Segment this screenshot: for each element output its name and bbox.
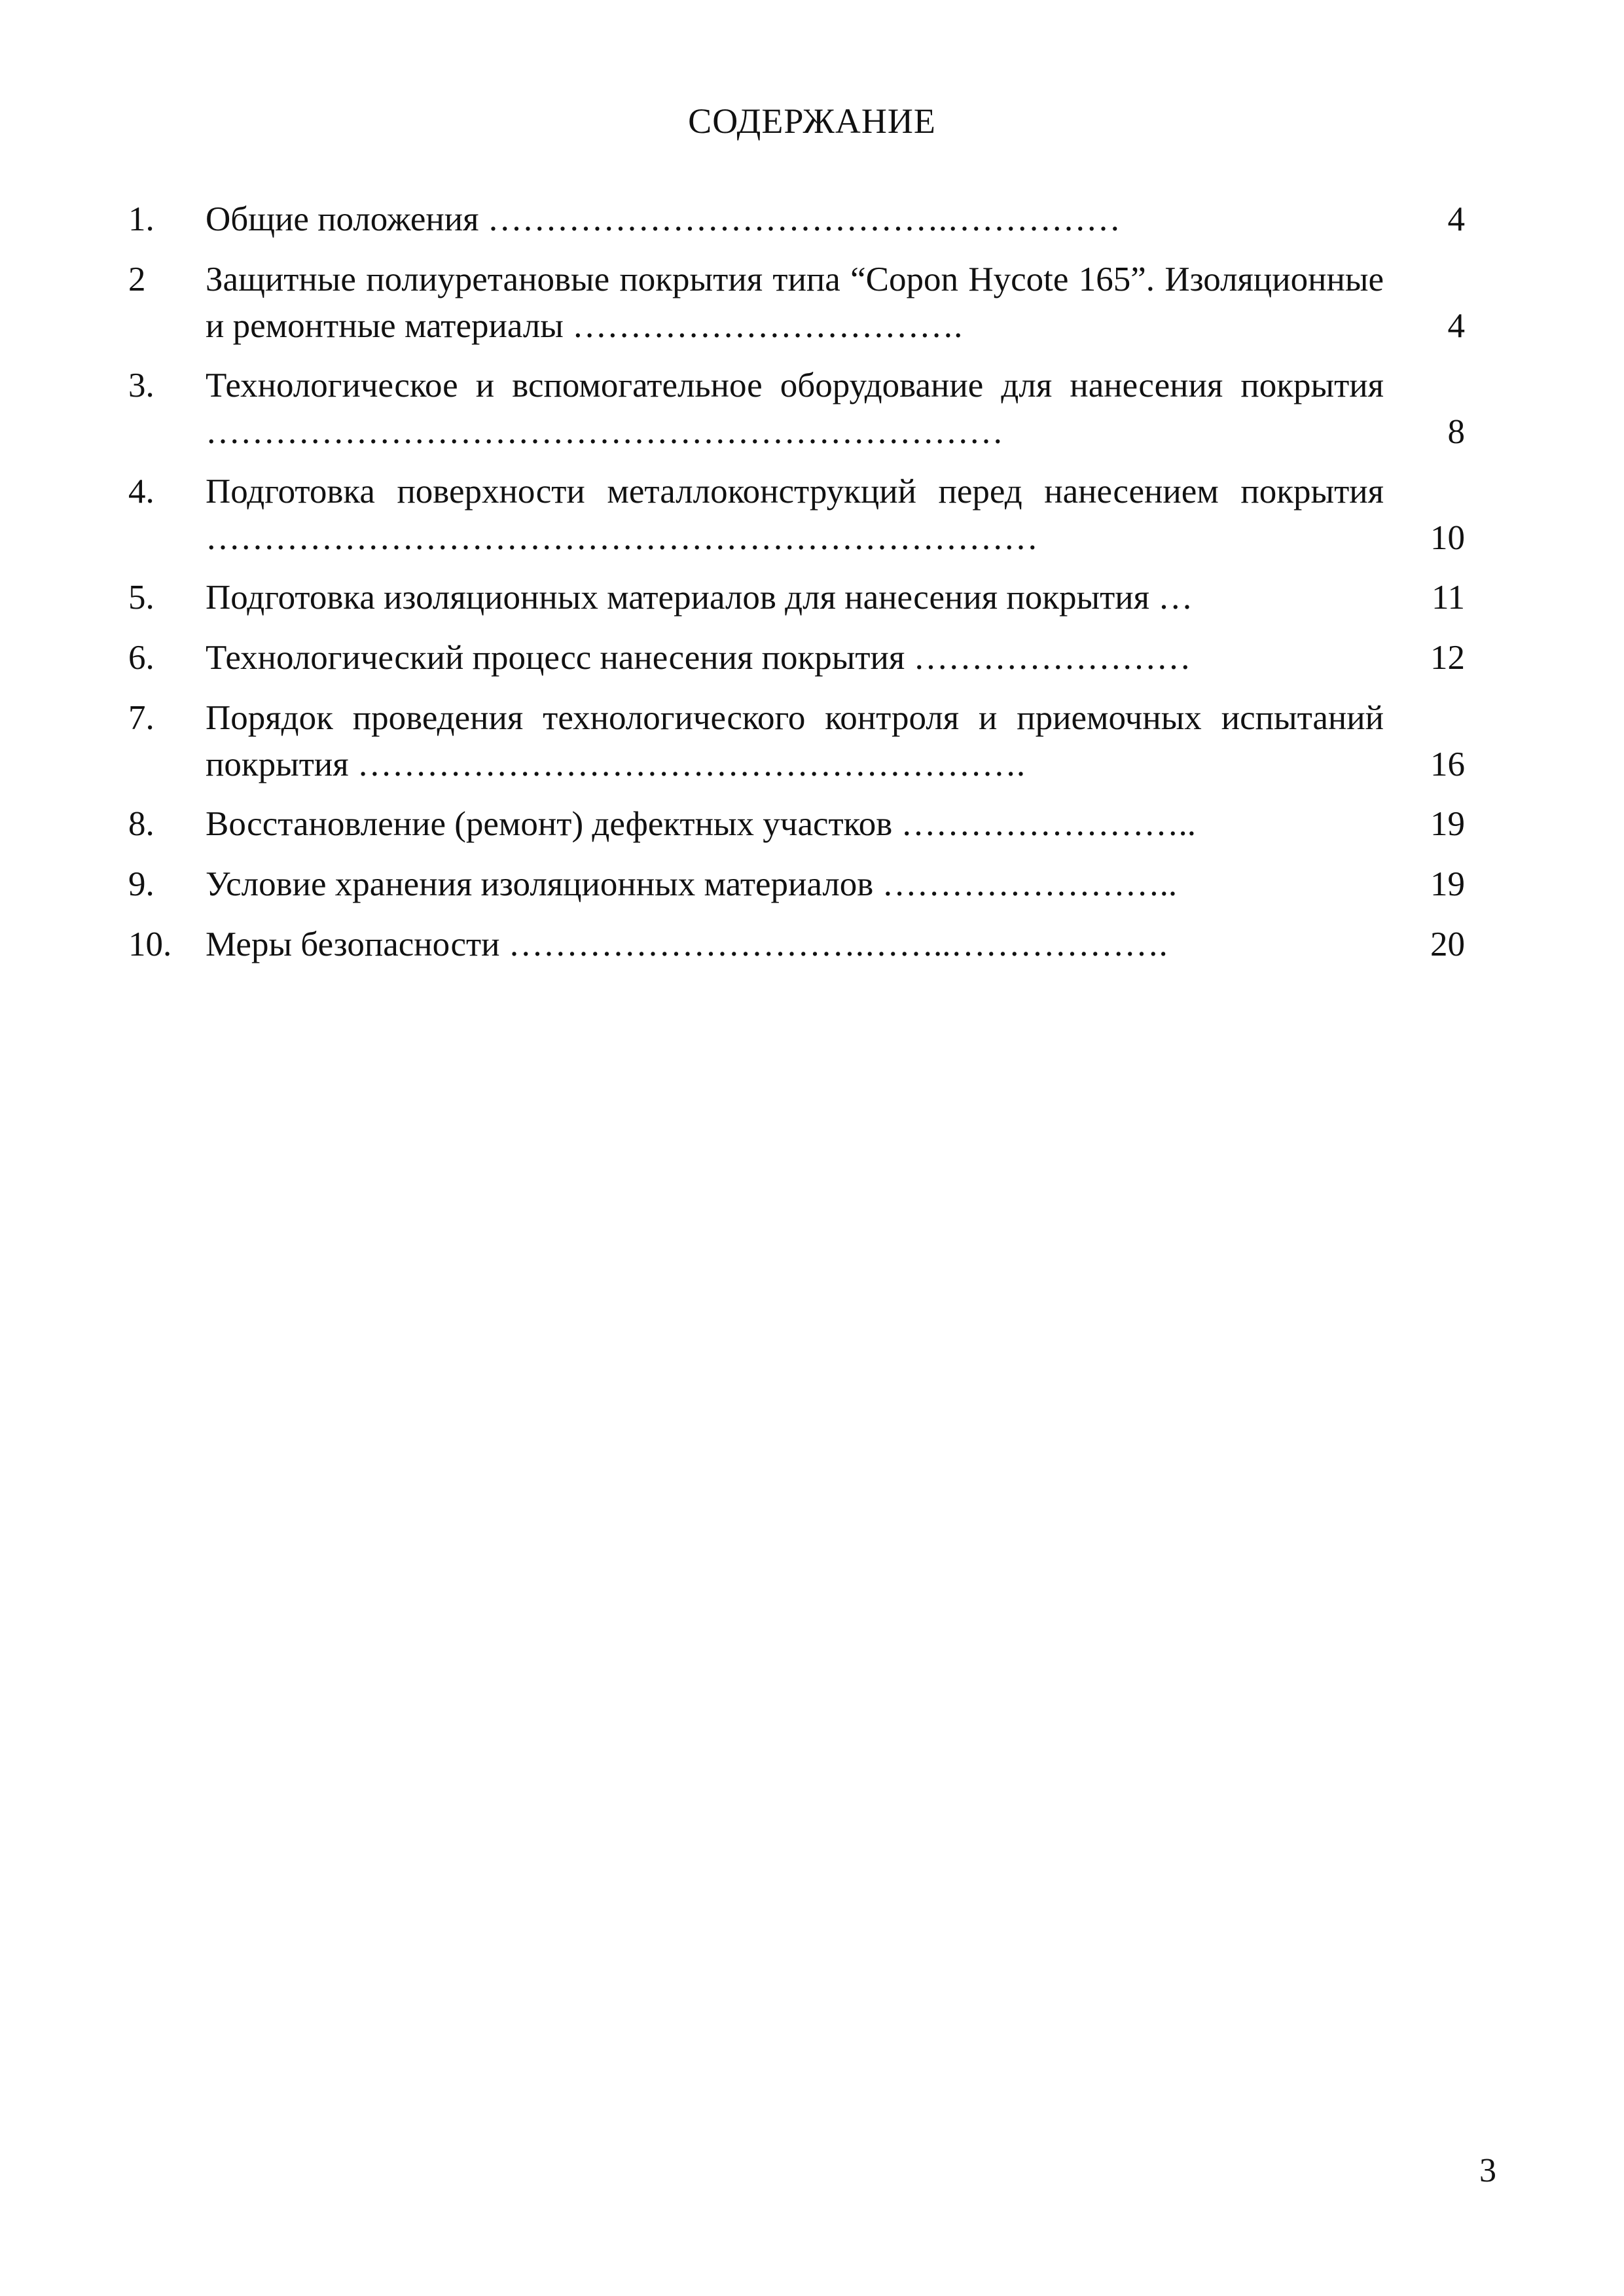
toc-entry — [128, 695, 1477, 788]
page-title: СОДЕРЖАНИЕ — [688, 101, 936, 141]
toc-entry — [128, 861, 1477, 908]
toc-entry — [128, 801, 1477, 848]
toc-entry-title: Технологический процесс нанесения покрытия …………………… — [206, 639, 1191, 677]
toc-entry-page: 10 — [1430, 519, 1465, 557]
toc-entry-number: 10. — [128, 925, 172, 963]
toc-entry-title: Порядок проведения технологического контроля и приемочных испытаний покрытия …………………………………………………. — [206, 699, 1384, 783]
toc-entry-number: 8. — [128, 805, 154, 843]
toc-entry-title: Меры безопасности ………………………….……..………………. — [206, 925, 1168, 963]
toc-entry — [128, 257, 1477, 350]
toc-entry — [128, 922, 1477, 968]
toc-entry-title: Защитные полиуретановые покрытия типа “Copon Hycote 165”. Изоляционные и ремонтные материалы ……………………………. — [206, 260, 1384, 345]
toc-entry-number: 6. — [128, 639, 154, 677]
toc-entry-title: Общие положения ………………………………….…………… — [206, 200, 1121, 238]
toc-entry-number: 5. — [128, 579, 154, 617]
toc-entry — [128, 196, 1477, 243]
toc-entry-title: Подготовка поверхности металлоконструкций перед нанесением покрытия ……………………………………………………………… — [206, 473, 1384, 557]
toc-entry-title: Условие хранения изоляционных материалов …………………….. — [206, 865, 1178, 903]
toc-entry — [128, 363, 1477, 456]
toc-entry-page: 19 — [1430, 805, 1465, 843]
page-number: 3 — [1479, 2152, 1496, 2189]
toc-entry-number: 9. — [128, 865, 154, 903]
toc-entry-title: Технологическое и вспомогательное оборудование для нанесения покрытия …………………………………………………………… — [206, 367, 1384, 451]
toc-entry-page: 16 — [1430, 745, 1465, 783]
toc-entry-page: 8 — [1447, 413, 1465, 451]
toc-entry — [128, 575, 1477, 621]
toc-entry-number: 1. — [128, 200, 154, 238]
table-of-contents — [128, 196, 1477, 982]
toc-entry-title: Подготовка изоляционных материалов для нанесения покрытия … — [206, 579, 1193, 617]
toc-entry-number: 2 — [128, 260, 146, 298]
toc-entry-page: 20 — [1430, 925, 1465, 963]
toc-entry-title: Восстановление (ремонт) дефектных участков …………………….. — [206, 805, 1196, 843]
toc-entry-page: 12 — [1430, 639, 1465, 677]
toc-entry-page: 11 — [1431, 579, 1465, 617]
toc-entry-number: 7. — [128, 699, 154, 737]
toc-entry — [128, 469, 1477, 562]
toc-entry-page: 4 — [1447, 200, 1465, 238]
toc-entry-number: 4. — [128, 473, 154, 511]
toc-entry-page: 19 — [1430, 865, 1465, 903]
toc-entry — [128, 635, 1477, 681]
toc-entry-number: 3. — [128, 367, 154, 404]
toc-entry-page: 4 — [1447, 307, 1465, 345]
